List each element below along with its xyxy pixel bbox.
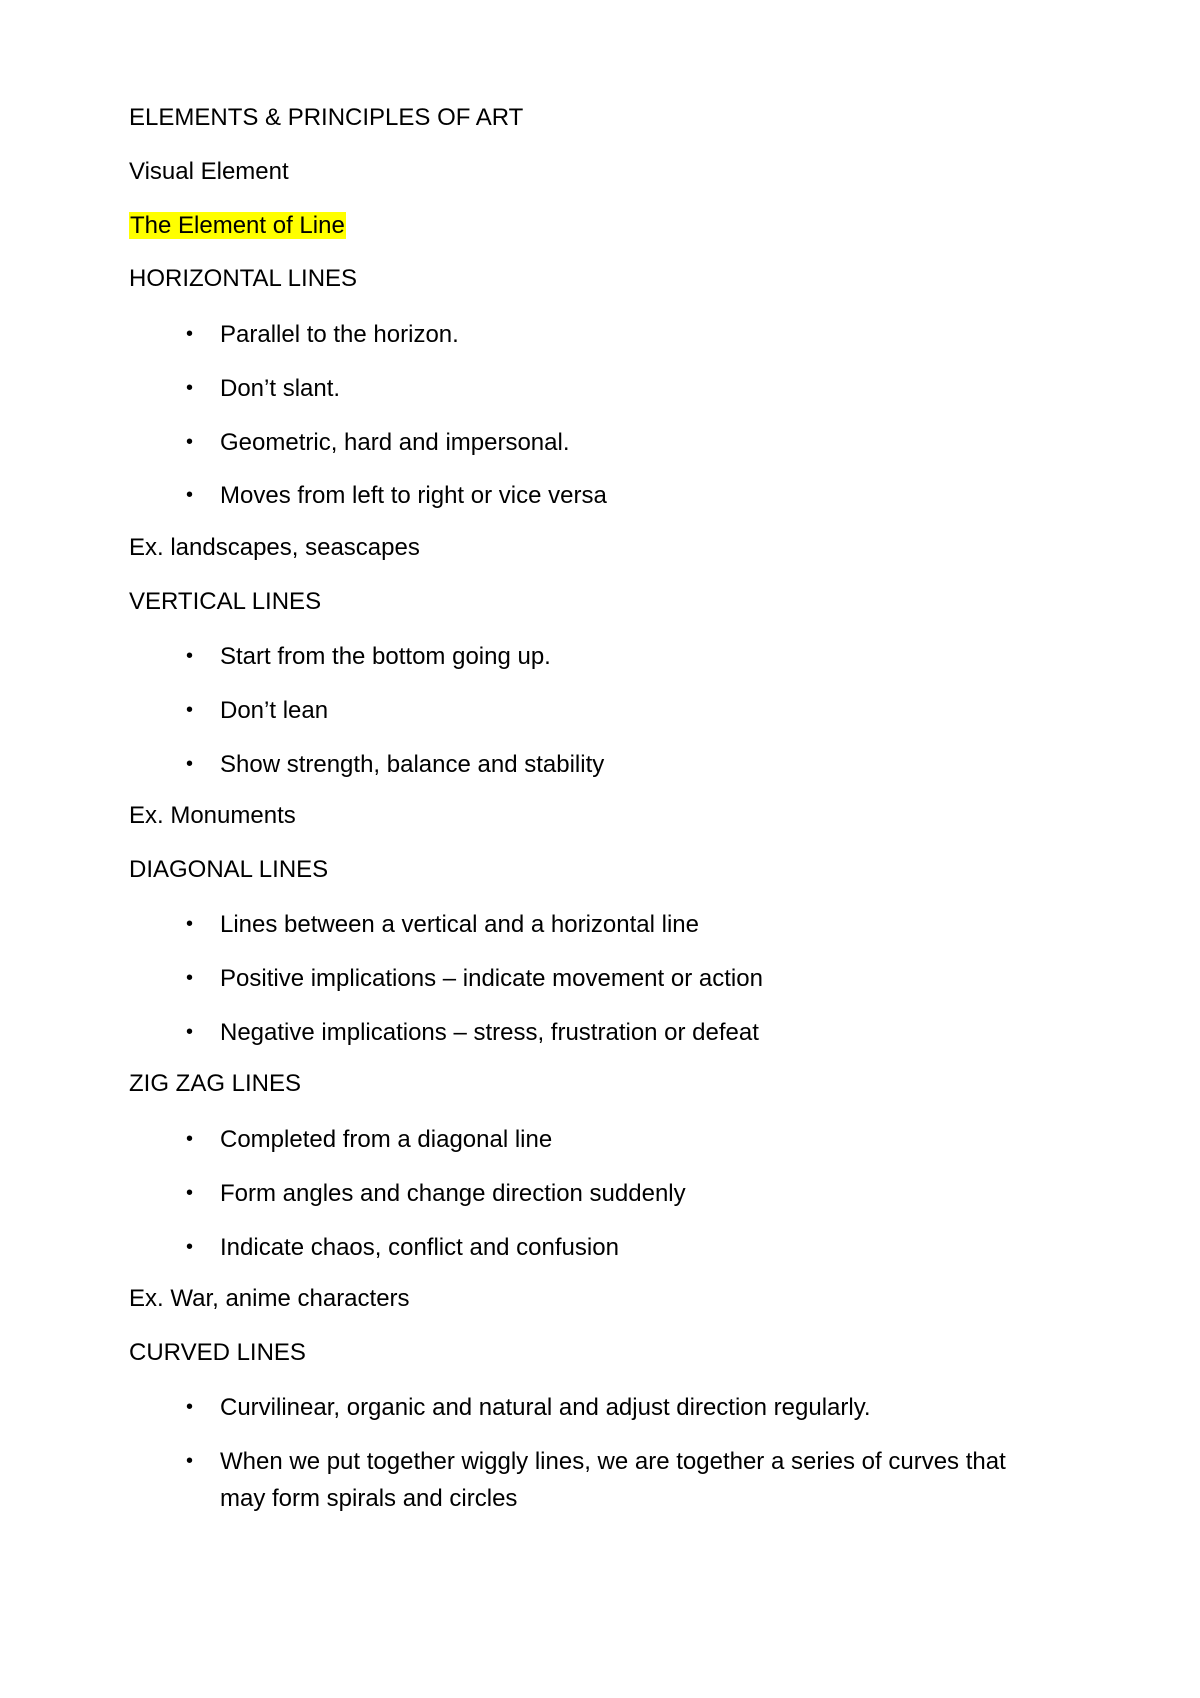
bullet-icon: • [186,699,194,721]
list-item-text: Geometric, hard and impersonal. [220,429,570,456]
section-heading-zigzag: ZIG ZAG LINES [129,1070,302,1097]
list-item-text: Start from the bottom going up. [220,643,551,670]
list-item-text: Moves from left to right or vice versa [220,482,607,509]
section-heading-curved: CURVED LINES [129,1339,306,1366]
list-item-text: Don’t slant. [220,375,341,402]
bullet-icon: • [186,377,194,399]
bullet-icon: • [186,1182,194,1204]
list-item-text: When we put together wiggly lines, we are together a series of curves that may form spirals and circles [220,1448,1006,1512]
list-item-text: Indicate chaos, conflict and confusion [220,1234,619,1261]
bullet-icon: • [186,913,194,935]
bullet-icon: • [186,1450,194,1472]
bullet-icon: • [186,1021,194,1043]
bullet-icon: • [186,753,194,775]
bullet-icon: • [186,967,194,989]
list-item-text: Curvilinear, organic and natural and adjust direction regularly. [220,1394,871,1421]
highlighted-heading [129,211,346,241]
bullet-icon: • [186,484,194,506]
list-item-text: Completed from a diagonal line [220,1126,553,1153]
bullet-icon: • [186,1396,194,1418]
section-example-horizontal: Ex. landscapes, seascapes [129,534,420,561]
list-item-text: Positive implications – indicate movement or action [220,965,763,992]
list-item-text: Lines between a vertical and a horizontal line [220,911,699,938]
list-item-text: Show strength, balance and stability [220,751,605,778]
bullet-icon: • [186,1128,194,1150]
bullet-icon: • [186,1236,194,1258]
section-example-vertical: Ex. Monuments [129,802,296,829]
section-heading-diagonal: DIAGONAL LINES [129,856,329,883]
highlighted-heading-text: The Element of Line [130,212,345,239]
document-title: ELEMENTS & PRINCIPLES OF ART [129,104,524,131]
bullet-icon: • [186,645,194,667]
list-item-text: Parallel to the horizon. [220,321,459,348]
document-subtitle: Visual Element [129,158,289,185]
list-item-text: Don’t lean [220,697,329,724]
list-item-text: Form angles and change direction suddenly [220,1180,686,1207]
bullet-icon: • [186,323,194,345]
bullet-icon: • [186,431,194,453]
section-example-zigzag: Ex. War, anime characters [129,1285,410,1312]
list-item-text: Negative implications – stress, frustration or defeat [220,1019,759,1046]
section-heading-vertical: VERTICAL LINES [129,588,322,615]
section-heading-horizontal: HORIZONTAL LINES [129,265,358,292]
